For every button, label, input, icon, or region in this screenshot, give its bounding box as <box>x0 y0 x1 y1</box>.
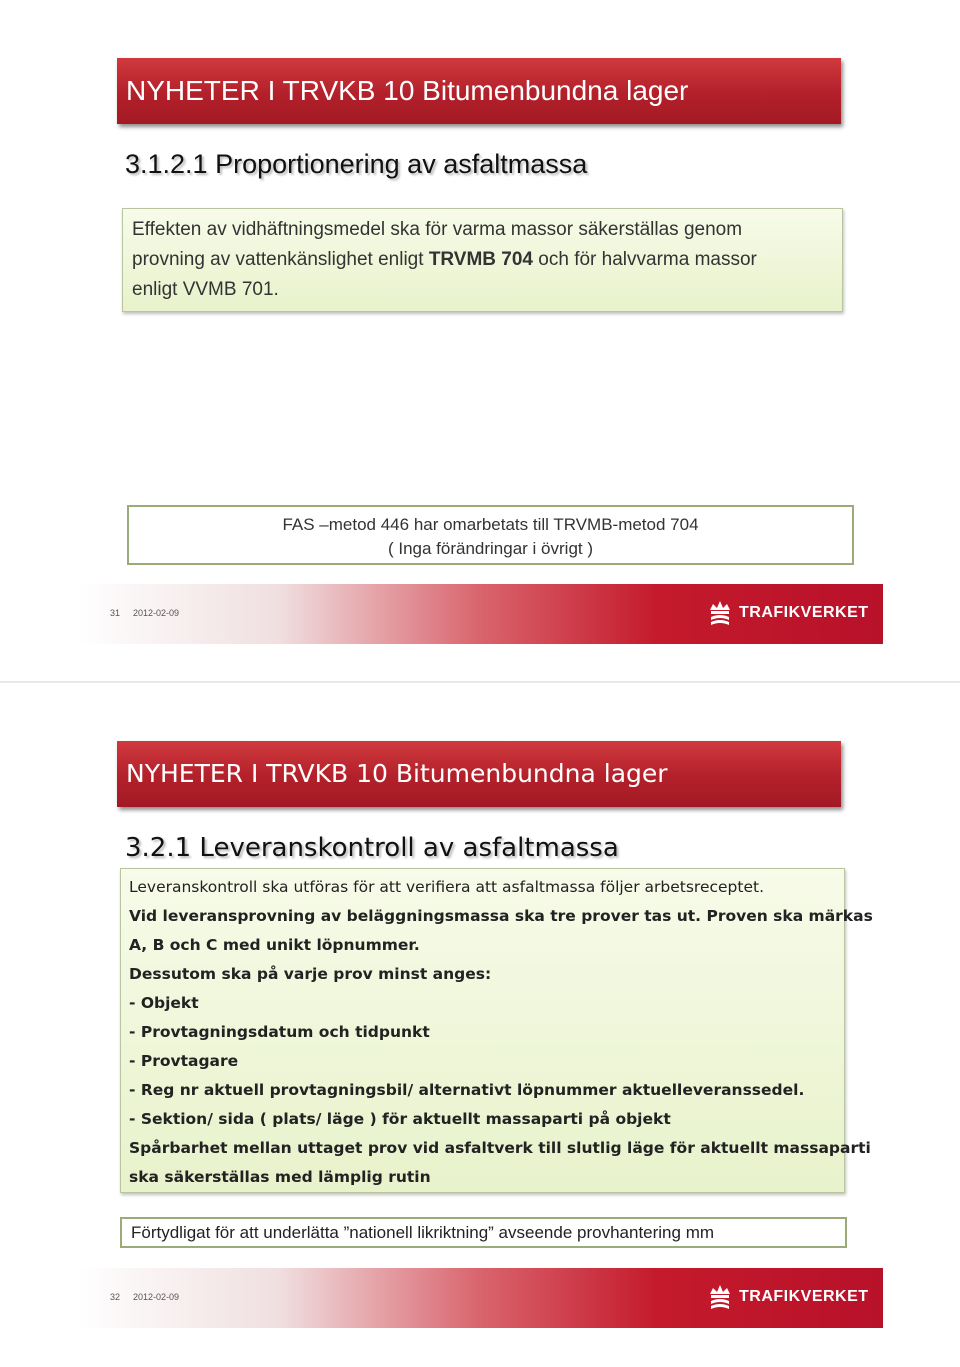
slide-title: NYHETER I TRVKB 10 Bitumenbundna lager <box>117 58 841 124</box>
note-box <box>127 505 854 565</box>
body-line: ska säkerställas med lämplig rutin <box>129 1168 431 1186</box>
trafikverket-logo <box>707 1280 869 1314</box>
body-line: Effekten av vidhäftningsmedel ska för varma massor säkerställas genom <box>132 219 743 240</box>
list-item: - Sektion/ sida ( plats/ läge ) för aktuellt massaparti på objekt <box>129 1110 671 1128</box>
body-line: Leveranskontroll ska utföras för att verifiera att asfaltmassa följer arbetsreceptet. <box>129 878 765 896</box>
note-line: FAS –metod 446 har omarbetats till TRVMB-metod 704 <box>282 515 699 534</box>
slide-31 <box>0 0 960 683</box>
note-line: ( Inga förändringar i övrigt ) <box>387 539 594 558</box>
section-heading: 3.1.2.1 Proportionering av asfaltmassa <box>125 149 588 179</box>
slide-title: NYHETER I TRVKB 10 Bitumenbundna lager <box>117 741 841 807</box>
logo-text: TRAFIKVERKET <box>739 604 869 621</box>
slide-number: 31 <box>110 608 121 618</box>
list-item: - Reg nr aktuell provtagningsbil/ alternativt löpnummer aktuell leveranssedel. <box>129 1076 844 1105</box>
list-item-tail: leveranssedel. <box>677 1081 805 1099</box>
body-line: Vid leveransprovning av beläggningsmassa ska tre prover tas ut. Proven ska märkas <box>129 907 873 925</box>
slide-32 <box>0 683 960 1367</box>
trafikverket-logo <box>707 596 869 630</box>
body-line: provning av vattenkänslighet enligt TRVMB 704 och för halvvarma massor <box>132 249 757 270</box>
crown-icon <box>707 598 733 628</box>
note-box: Förtydligat för att underlätta ”nationell likriktning” avseende provhantering mm <box>120 1217 847 1248</box>
body-line: enligt VVMB 701. <box>132 279 279 300</box>
footer-bar <box>77 584 883 644</box>
slide-number: 32 <box>110 1292 121 1302</box>
body-line: Dessutom ska på varje prov minst anges: <box>129 965 492 983</box>
logo-text: TRAFIKVERKET <box>739 1288 869 1305</box>
footer-bar <box>77 1268 883 1328</box>
body-emphasis: TRVMB 704 <box>428 249 533 270</box>
crown-icon <box>707 1282 733 1312</box>
body-line: Spårbarhet mellan uttaget prov vid asfaltverk till slutlig läge för aktuellt massaparti <box>129 1139 871 1157</box>
list-item: - Provtagare <box>129 1052 239 1070</box>
slide-date: 2012-02-09 <box>133 1292 180 1302</box>
body-line: A, B och C med unikt löpnummer. <box>129 936 420 954</box>
content-box <box>120 868 873 1193</box>
list-item: - Provtagningsdatum och tidpunkt <box>129 1023 430 1041</box>
section-heading: 3.2.1 Leveranskontroll av asfaltmassa <box>125 833 619 863</box>
content-box <box>122 208 843 312</box>
slide-date: 2012-02-09 <box>133 608 180 618</box>
list-item: - Objekt <box>129 994 199 1012</box>
